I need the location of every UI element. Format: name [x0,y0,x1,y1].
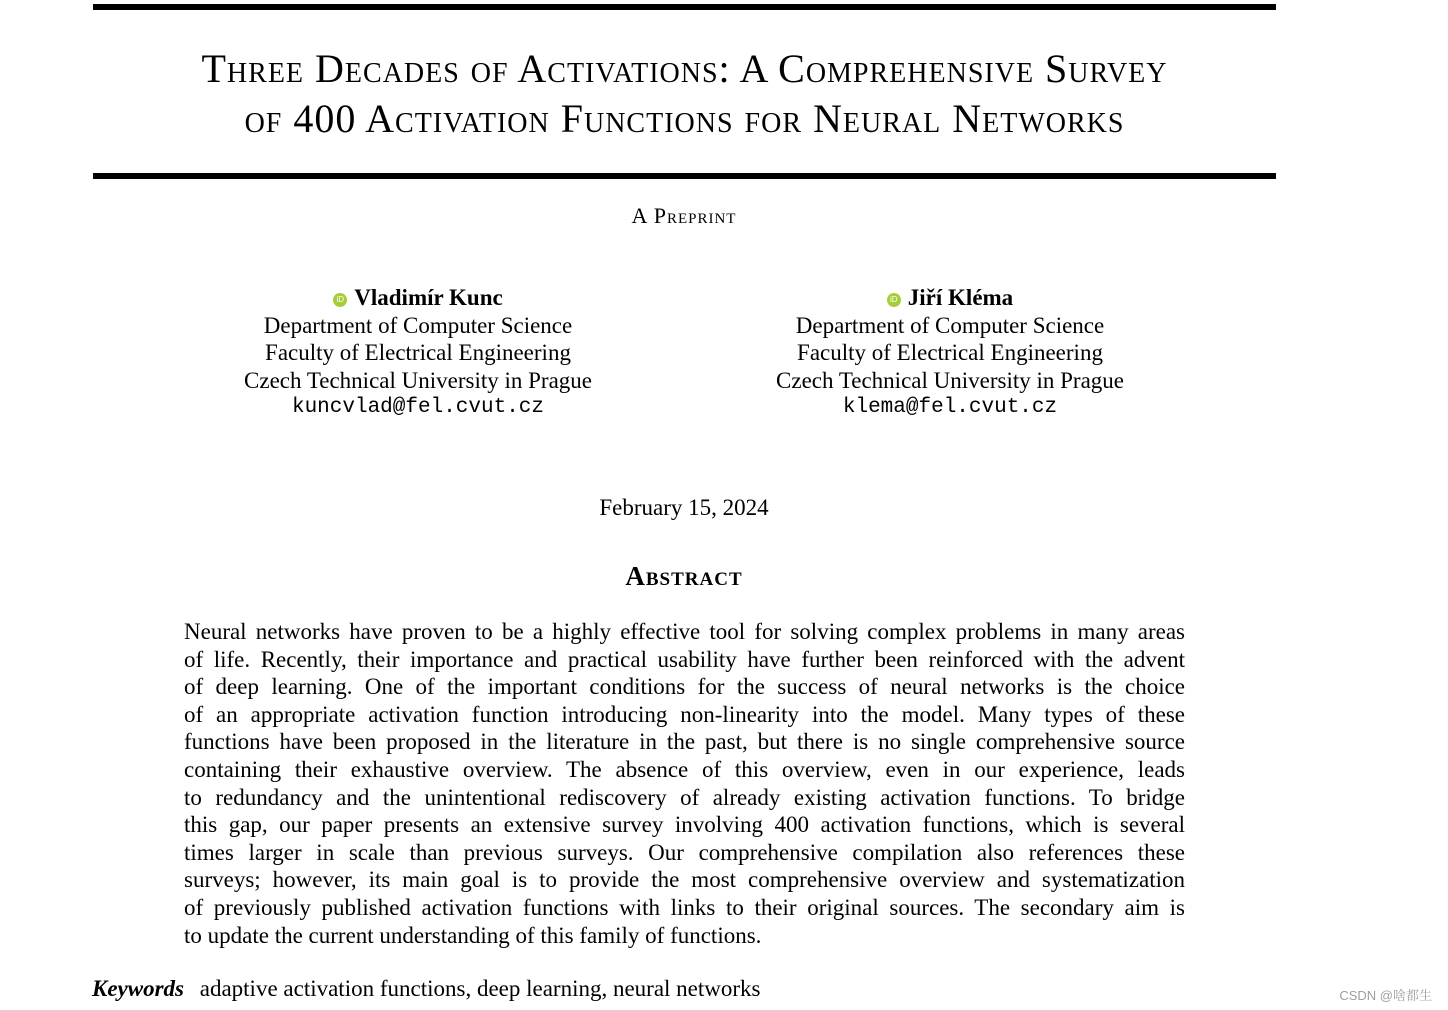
abstract-line: surveys; however, its main goal is to provide the most comprehensive overview and systematization [184,867,1185,893]
author-department: Department of Computer Science [263,312,573,338]
abstract-line: to update the current understanding of this family of functions. [184,922,762,948]
title-line-1: Three Decades of Activations: A Comprehensive Survey [201,46,1168,91]
author-name [740,284,1160,312]
abstract-line: this gap, our paper presents an extensive survey involving 400 activation functions, which is several [184,812,1185,838]
author-university: Czech Technical University in Prague [244,367,592,393]
author-university: Czech Technical University in Prague [776,367,1124,393]
abstract-line: functions have been proposed in the literature in the past, but there is no single comprehensive source [184,729,1185,755]
publication-date: February 15, 2024 [599,495,769,520]
preprint-label: A Preprint [631,203,737,228]
author-block-1 [208,284,628,422]
author-name-text: Jiří Kléma [907,285,1014,310]
author-email[interactable]: kuncvlad@fel.cvut.cz [291,396,545,419]
keywords-list: adaptive activation functions, deep learning, neural networks [199,976,761,1001]
abstract-line: of deep learning. One of the important conditions for the success of neural networks is the choice [184,674,1185,700]
abstract-body [184,618,1185,949]
keywords-label: Keywords [92,976,184,1001]
orcid-icon[interactable]: iD [333,293,347,307]
abstract-line: of an appropriate activation function introducing non-linearity into the model. Many types of these [184,701,1185,727]
author-email[interactable]: klema@fel.cvut.cz [842,396,1058,419]
abstract-line: containing their exhaustive overview. The absence of this overview, even in our experience, leads [184,756,1185,782]
author-name-text: Vladimír Kunc [354,285,503,310]
abstract-line: to redundancy and the unintentional rediscovery of already existing activation functions. To bridge [184,784,1185,810]
title-top-rule [93,4,1276,10]
abstract-line: of previously published activation functions with links to their original sources. The secondary aim is [184,894,1185,920]
keywords [92,976,761,1002]
author-faculty: Faculty of Electrical Engineering [265,340,571,365]
orcid-icon[interactable]: iD [887,293,901,307]
author-name [208,284,628,312]
paper-title [93,44,1276,144]
author-faculty: Faculty of Electrical Engineering [797,340,1103,365]
abstract-heading: Abstract [625,561,743,591]
abstract-line: Neural networks have proven to be a highly effective tool for solving complex problems in many areas [184,619,1185,644]
title-bottom-rule [93,173,1276,179]
author-department: Department of Computer Science [795,312,1105,338]
abstract-line: of life. Recently, their importance and practical usability have further been reinforced with the advent [184,646,1185,672]
watermark: CSDN @啥都生 [1339,988,1432,1003]
abstract-line: times larger in scale than previous surveys. Our comprehensive compilation also references these [184,839,1185,865]
author-block-2 [740,284,1160,422]
title-line-2: of 400 Activation Functions for Neural Networks [244,96,1125,141]
